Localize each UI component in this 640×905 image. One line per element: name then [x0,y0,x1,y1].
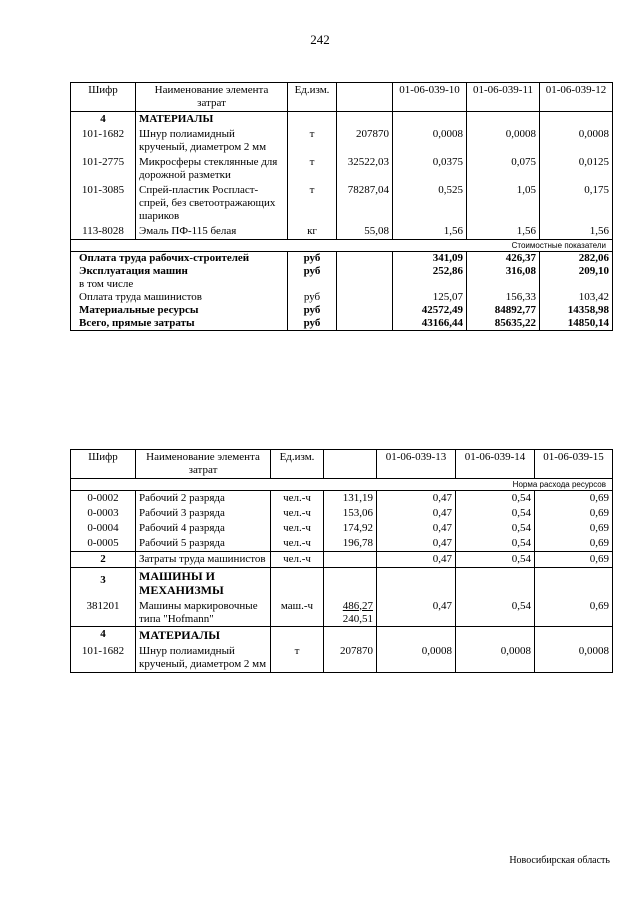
header-unit: Ед.изм. [288,83,337,112]
cost-value: 103,42 [540,291,613,304]
row-value: 0,47 [377,536,456,551]
row-value: 0,47 [377,521,456,536]
section-row-materials [71,627,613,644]
header-col-13: 01-06-039-13 [377,450,456,479]
cost-name: Всего, прямые затраты [71,317,288,330]
cost-value: 252,86 [393,265,467,278]
cost-unit: руб [288,265,337,278]
row-unit: маш.-ч [271,599,324,627]
cost-value: 43166,44 [393,317,467,330]
row-value: 1,56 [393,224,467,239]
cost-value: 42572,49 [393,304,467,317]
row-value: 0,69 [535,521,613,536]
header-col-15: 01-06-039-15 [535,450,613,479]
table-row [71,506,613,521]
norm-label-row [71,478,613,490]
row-price: 153,06 [324,506,377,521]
machinists-row [71,552,613,568]
section-code: 4 [71,111,136,126]
table-row [71,491,613,506]
row-unit: кг [288,224,337,239]
row-code: 381201 [71,599,136,627]
cost-row [71,317,613,330]
section-row-machines [71,568,613,599]
row-unit: чел.-ч [271,552,324,568]
cost-value: 84892,77 [467,304,540,317]
row-value: 0,0125 [540,155,613,183]
header-name: Наименование элемента затрат [136,83,288,112]
row-name: Шнур полиамидный крученый, диаметром 2 мм [136,127,288,155]
machine-row [71,599,613,627]
row-name: Спрей-пластик Роспласт-спрей, без светоотражающих шариков [136,183,288,224]
row-value: 0,0008 [535,644,613,672]
row-value: 1,56 [467,224,540,239]
cost-unit: руб [288,291,337,304]
row-name: Машины маркировочные типа "Hofmann" [136,599,271,627]
row-unit: чел.-ч [271,521,324,536]
row-code: 101-2775 [71,155,136,183]
row-unit: чел.-ч [271,536,324,551]
row-value: 0,47 [377,552,456,568]
row-value: 0,0008 [540,127,613,155]
cost-row [71,291,613,304]
row-name: Рабочий 5 разряда [136,536,271,551]
row-value: 0,54 [456,599,535,627]
row-value: 0,69 [535,491,613,506]
row-price: 131,19 [324,491,377,506]
cost-value: 341,09 [393,252,467,265]
row-unit: т [288,183,337,224]
norm-label: Норма расхода ресурсов [71,478,613,490]
row-value: 0,075 [467,155,540,183]
row-value: 0,0375 [393,155,467,183]
table-row [71,183,613,224]
cost-row [71,304,613,317]
cost-unit: руб [288,252,337,265]
row-unit: чел.-ч [271,506,324,521]
cost-name: Эксплуатация машин [71,265,288,278]
cost-unit [288,278,337,291]
section-title: МАТЕРИАЛЫ [136,627,271,644]
header-code: Шифр [71,450,136,479]
resource-table-1 [70,82,613,331]
section-code: 3 [71,568,136,599]
cost-value: 14358,98 [540,304,613,317]
row-code: 2 [71,552,136,568]
row-value: 0,47 [377,491,456,506]
header-col-10: 01-06-039-10 [393,83,467,112]
row-value: 0,54 [456,491,535,506]
row-code: 0-0003 [71,506,136,521]
row-value: 0,54 [456,552,535,568]
row-value: 0,47 [377,506,456,521]
row-value: 0,0008 [456,644,535,672]
row-name: Микросферы стеклянные для дорожной разметки [136,155,288,183]
row-code: 0-0005 [71,536,136,551]
machine-price-bottom: 240,51 [342,612,373,625]
material-row [71,644,613,672]
cost-indicators-row [71,239,613,251]
row-code: 0-0004 [71,521,136,536]
cost-value: 282,06 [540,252,613,265]
section-row-materials [71,111,613,126]
cost-unit: руб [288,317,337,330]
cost-name: Материальные ресурсы [71,304,288,317]
section-code: 4 [71,627,136,644]
row-price [324,552,377,568]
row-code: 0-0002 [71,491,136,506]
header-price [324,450,377,479]
table-row [71,521,613,536]
cost-value: 209,10 [540,265,613,278]
table-row [71,224,613,239]
cost-name: Оплата труда рабочих-строителей [71,252,288,265]
cost-indicators-label: Стоимостные показатели [71,239,613,251]
row-name: Рабочий 2 разряда [136,491,271,506]
row-value: 0,54 [456,506,535,521]
row-name: Эмаль ПФ-115 белая [136,224,288,239]
cost-name: в том числе [71,278,288,291]
row-price: 32522,03 [337,155,393,183]
row-unit: т [271,644,324,672]
header-col-12: 01-06-039-12 [540,83,613,112]
row-price [324,599,377,627]
cost-value: 14850,14 [540,317,613,330]
row-value: 1,05 [467,183,540,224]
row-price: 207870 [324,644,377,672]
cost-row [71,278,613,291]
cost-name: Оплата труда машинистов [71,291,288,304]
row-name: Рабочий 4 разряда [136,521,271,536]
cost-row [71,265,613,278]
row-value: 0,54 [456,536,535,551]
row-code: 113-8028 [71,224,136,239]
row-value: 0,525 [393,183,467,224]
row-code: 101-1682 [71,127,136,155]
cost-value [467,278,540,291]
row-value: 0,175 [540,183,613,224]
cost-value [540,278,613,291]
cost-value: 85635,22 [467,317,540,330]
row-value: 0,69 [535,506,613,521]
cost-value: 316,08 [467,265,540,278]
row-value: 0,69 [535,552,613,568]
header-col-14: 01-06-039-14 [456,450,535,479]
page-number: 242 [310,32,330,47]
cost-value: 156,33 [467,291,540,304]
header-code: Шифр [71,83,136,112]
row-unit: т [288,155,337,183]
cost-value: 125,07 [393,291,467,304]
row-value: 0,0008 [467,127,540,155]
cost-value [393,278,467,291]
footer-region: Новосибирская область [509,855,610,866]
table-row [71,536,613,551]
cost-value: 426,37 [467,252,540,265]
row-value: 1,56 [540,224,613,239]
header-unit: Ед.изм. [271,450,324,479]
table-header-row [71,83,613,112]
cost-unit: руб [288,304,337,317]
row-value: 0,69 [535,536,613,551]
table-header-row [71,450,613,479]
row-value: 0,54 [456,521,535,536]
row-price: 78287,04 [337,183,393,224]
row-code: 101-3085 [71,183,136,224]
cost-row [71,252,613,265]
row-value: 0,47 [377,599,456,627]
row-name: Рабочий 3 разряда [136,506,271,521]
row-price: 207870 [337,127,393,155]
table-row [71,155,613,183]
row-price: 174,92 [324,521,377,536]
machine-price-top: 486,27 [342,599,373,612]
header-price [337,83,393,112]
row-price: 196,78 [324,536,377,551]
resource-table-2 [70,449,613,673]
row-name: Шнур полиамидный крученый, диаметром 2 мм [136,644,271,672]
row-code: 101-1682 [71,644,136,672]
row-price: 55,08 [337,224,393,239]
row-name: Затраты труда машинистов [136,552,271,568]
row-unit: т [288,127,337,155]
section-title: МАШИНЫ И МЕХАНИЗМЫ [136,568,271,599]
row-value: 0,0008 [377,644,456,672]
header-name: Наименование элемента затрат [136,450,271,479]
table-row [71,127,613,155]
header-col-11: 01-06-039-11 [467,83,540,112]
row-value: 0,69 [535,599,613,627]
row-unit: чел.-ч [271,491,324,506]
section-title: МАТЕРИАЛЫ [136,111,288,126]
row-value: 0,0008 [393,127,467,155]
